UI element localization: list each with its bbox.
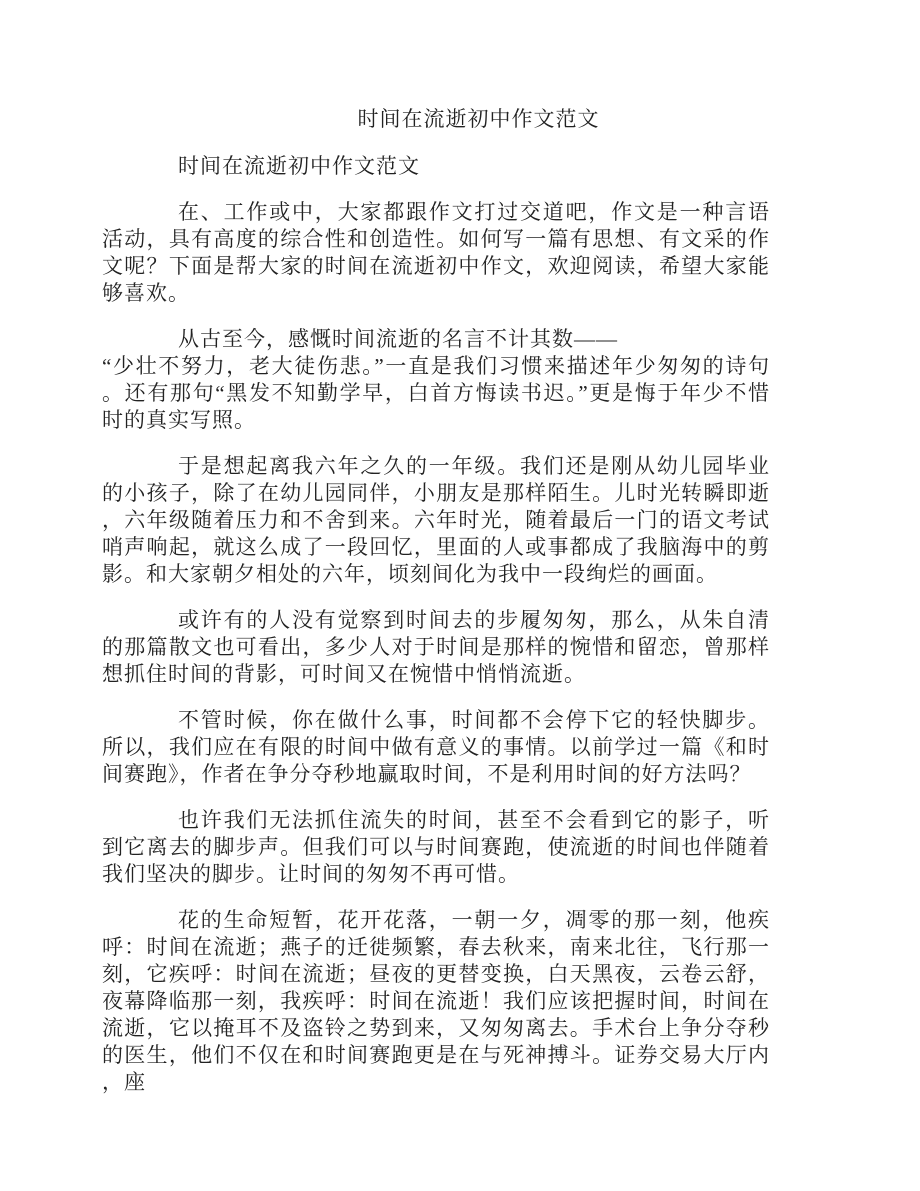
essay-heading: 时间在流逝初中作文范文 bbox=[178, 154, 420, 178]
document-title: 时间在流逝初中作文范文 bbox=[357, 107, 600, 131]
document-content bbox=[102, 0, 770, 1096]
paragraph-race-with-time: 不管时候，你在做什么事，时间都不会停下它的轻快脚步。所以，我们应在有限的时间中做有意义的事情。以前学过一篇《和时间赛跑》，作者在争分夺秒地赢取时间，不是利用时间的好方法吗？ bbox=[102, 708, 770, 786]
paragraph-zhuziqing: 或许有的人没有觉察到时间去的步履匆匆，那么，从朱自清的那篇散文也可看出，多少人对于时间是那样的惋惜和留恋，曾那样想抓住时间的背影，可时间又在惋惜中悄悄流逝。 bbox=[102, 608, 770, 686]
paragraph-flowers: 花的生命短暂，花开花落，一朝一夕，凋零的那一刻，他疾呼：时间在流逝；燕子的迁徙频繁，春去秋来，南来北往，飞行那一刻，它疾呼：时间在流逝；昼夜的更替变换，白天黑夜，云卷云舒，夜幕降临那一刻，我疾呼：时间在流逝！我们应该把握时间，时间在流逝，它以掩耳不及盗铃之势到来，又匆匆离去。手术台上争分夺秒的医生，他们不仅在和时间赛跑更是在与死神搏斗。证券交易大厅内，座 bbox=[102, 908, 770, 1094]
paragraph-intro: 在、工作或中，大家都跟作文打过交道吧，作文是一种言语活动，具有高度的综合性和创造性。如何写一篇有思想、有文采的作文呢？下面是帮大家的时间在流逝初中作文，欢迎阅读，希望大家能够喜欢。 bbox=[102, 200, 770, 305]
paragraph-first-grade: 于是想起离我六年之久的一年级。我们还是刚从幼儿园毕业的小孩子，除了在幼儿园同伴，小朋友是那样陌生。儿时光转瞬即逝，六年级随着压力和不舍到来。六年时光，随着最后一门的语文考试哨声响起，就这么成了一段回忆，里面的人或事都成了我脑海中的剪影。和大家朝夕相处的六年，顷刻间化为我中一段绚烂的画面。 bbox=[102, 454, 770, 586]
paragraph-quote-body: “少壮不努力，老大徒伤悲。”一直是我们习惯来描述年少匆匆的诗句。还有那句“黑发不知勤学早，白首方悔读书迟。”更是悔于年少不惜时的真实写照。 bbox=[102, 354, 770, 432]
paragraph-quote-lead: 从古至今，感慨时间流逝的名言不计其数—— bbox=[178, 327, 618, 351]
paragraph-footsteps: 也许我们无法抓住流失的时间，甚至不会看到它的影子，听到它离去的脚步声。但我们可以与时间赛跑，使流逝的时间也伴随着我们坚决的脚步。让时间的匆匆不再可惜。 bbox=[102, 808, 770, 886]
